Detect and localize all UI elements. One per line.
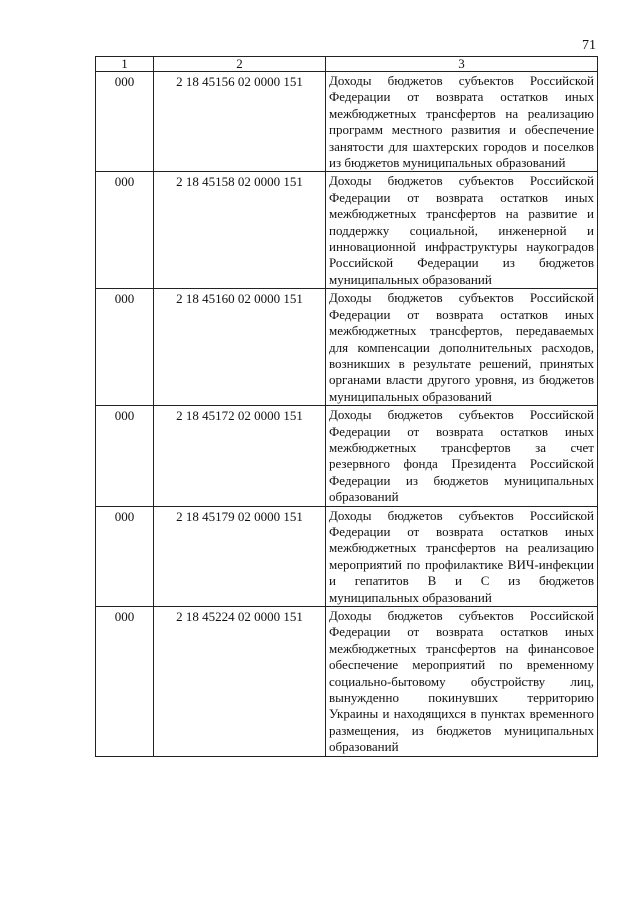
description-cell: Доходы бюджетов субъектов Российской Федерации от возврата остатков иных межбюджетных трансфертов на финансовое обеспечение мероприятий по временному социально-бытовому обустройству лиц, вынужденно покинувших территорию Украины и находящихся в пунктах временного размещения, из бюджетов муниципальных образований [326,607,598,757]
table-row [96,72,598,172]
table-row [96,607,598,757]
budget-code-cell: 2 18 45179 02 0000 151 [154,506,326,606]
column-header-3: 3 [326,57,598,72]
admin-code-cell: 000 [96,172,154,289]
budget-code-cell: 2 18 45160 02 0000 151 [154,289,326,406]
column-header-2: 2 [154,57,326,72]
page-number: 71 [582,38,596,53]
table-row [96,506,598,606]
admin-code-cell: 000 [96,607,154,757]
table-row [96,172,598,289]
column-header-1: 1 [96,57,154,72]
budget-code-cell: 2 18 45224 02 0000 151 [154,607,326,757]
description-cell: Доходы бюджетов субъектов Российской Федерации от возврата остатков иных межбюджетных трансфертов на реализацию программ местного развития и обеспечение занятости для шахтерских городов и поселков из бюджетов муниципальных образований [326,72,598,172]
description-cell: Доходы бюджетов субъектов Российской Федерации от возврата остатков иных межбюджетных трансфертов, передаваемых для компенсации дополнительных расходов, возникших в результате решений, принятых органами власти другого уровня, из бюджетов муниципальных образований [326,289,598,406]
budget-revenue-table [95,56,598,757]
table-header-row [96,57,598,72]
admin-code-cell: 000 [96,506,154,606]
description-cell: Доходы бюджетов субъектов Российской Федерации от возврата остатков иных межбюджетных трансфертов за счет резервного фонда Президента Российской Федерации из бюджетов муниципальных образований [326,406,598,506]
admin-code-cell: 000 [96,72,154,172]
admin-code-cell: 000 [96,406,154,506]
description-cell: Доходы бюджетов субъектов Российской Федерации от возврата остатков иных межбюджетных трансфертов на развитие и поддержку социальной, инженерной и инновационной инфраструктуры наукоградов Российской Федерации из бюджетов муниципальных образований [326,172,598,289]
admin-code-cell: 000 [96,289,154,406]
budget-code-cell: 2 18 45158 02 0000 151 [154,172,326,289]
description-cell: Доходы бюджетов субъектов Российской Федерации от возврата остатков иных межбюджетных трансфертов на реализацию мероприятий по профилактике ВИЧ-инфекции и гепатитов В и С из бюджетов муниципальных образований [326,506,598,606]
budget-code-cell: 2 18 45156 02 0000 151 [154,72,326,172]
budget-code-cell: 2 18 45172 02 0000 151 [154,406,326,506]
table-row [96,406,598,506]
table-row [96,289,598,406]
